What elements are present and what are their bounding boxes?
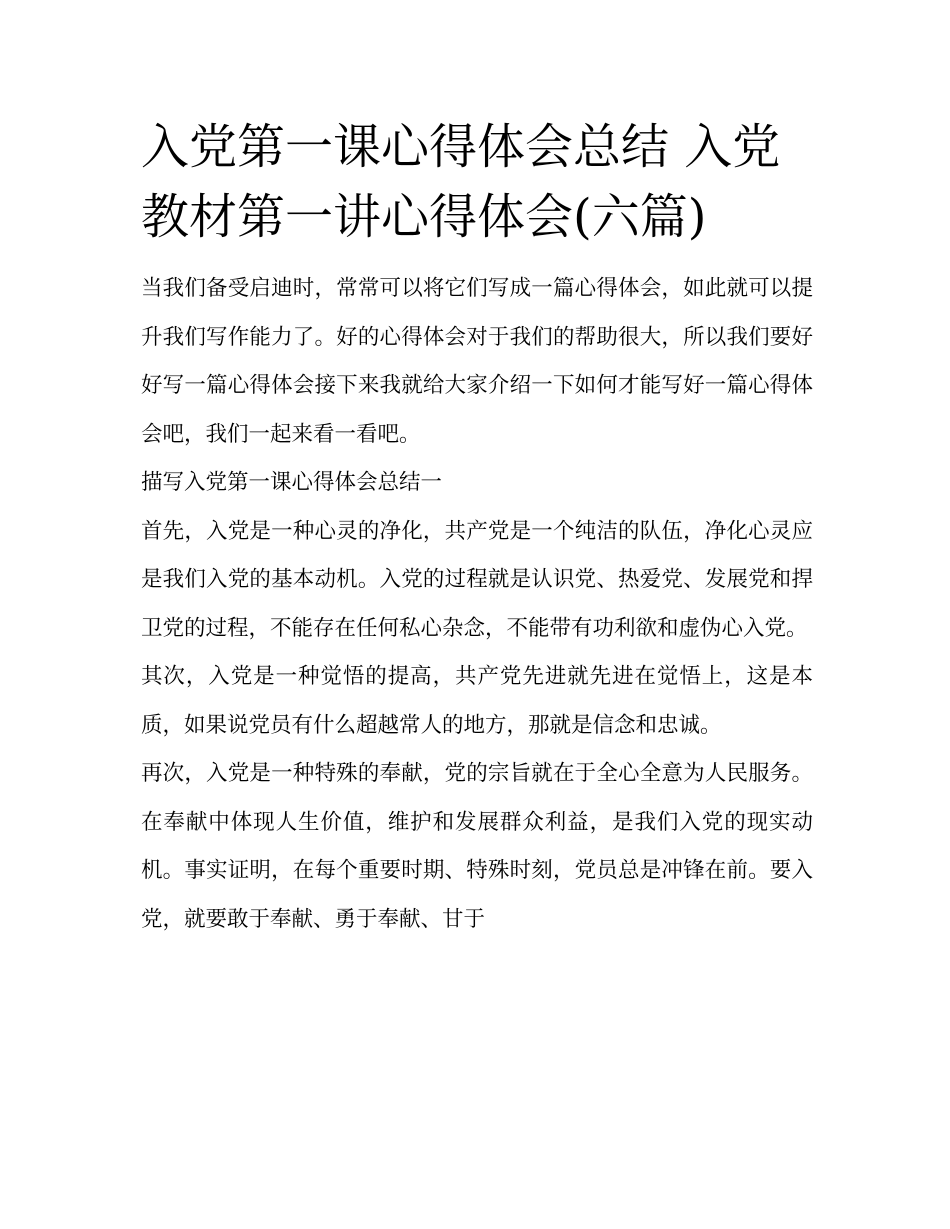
section-heading: 描写入党第一课心得体会总结一	[141, 470, 443, 495]
body-paragraph: 再次，入党是一种特殊的奉献，党的宗旨就在于全心全意为人民服务。在奉献中体现人生价值，维护和发展群众利益，是我们入党的现实动机。事实证明，在每个重要时期、特殊时刻，党员总是冲锋在前。要入党，就要敢于奉献、勇于奉献、甘于	[141, 761, 813, 932]
title-line-1: 入党第一课心得体会总结 入党	[141, 119, 781, 175]
intro-paragraph: 当我们备受启迪时，常常可以将它们写成一篇心得体会，如此就可以提升我们写作能力了。好的心得体会对于我们的帮助很大，所以我们要好好写一篇心得体会接下来我就给大家介绍一下如何才能写好一篇心得体会吧，我们一起来看一看吧。	[141, 276, 813, 447]
body-paragraph: 首先，入党是一种心灵的净化，共产党是一个纯洁的队伍，净化心灵应是我们入党的基本动机。入党的过程就是认识党、热爱党、发展党和捍卫党的过程，不能存在任何私心杂念，不能带有功利欲和虚伪心入党。	[141, 518, 813, 641]
title-line-2: 教材第一讲心得体会(六篇)	[141, 189, 707, 245]
document-title	[141, 112, 813, 252]
body-paragraph: 其次，入党是一种觉悟的提高，共产党先进就先进在觉悟上，这是本质，如果说党员有什么超越常人的地方，那就是信念和忠诚。	[141, 664, 813, 738]
document-page	[141, 112, 813, 944]
